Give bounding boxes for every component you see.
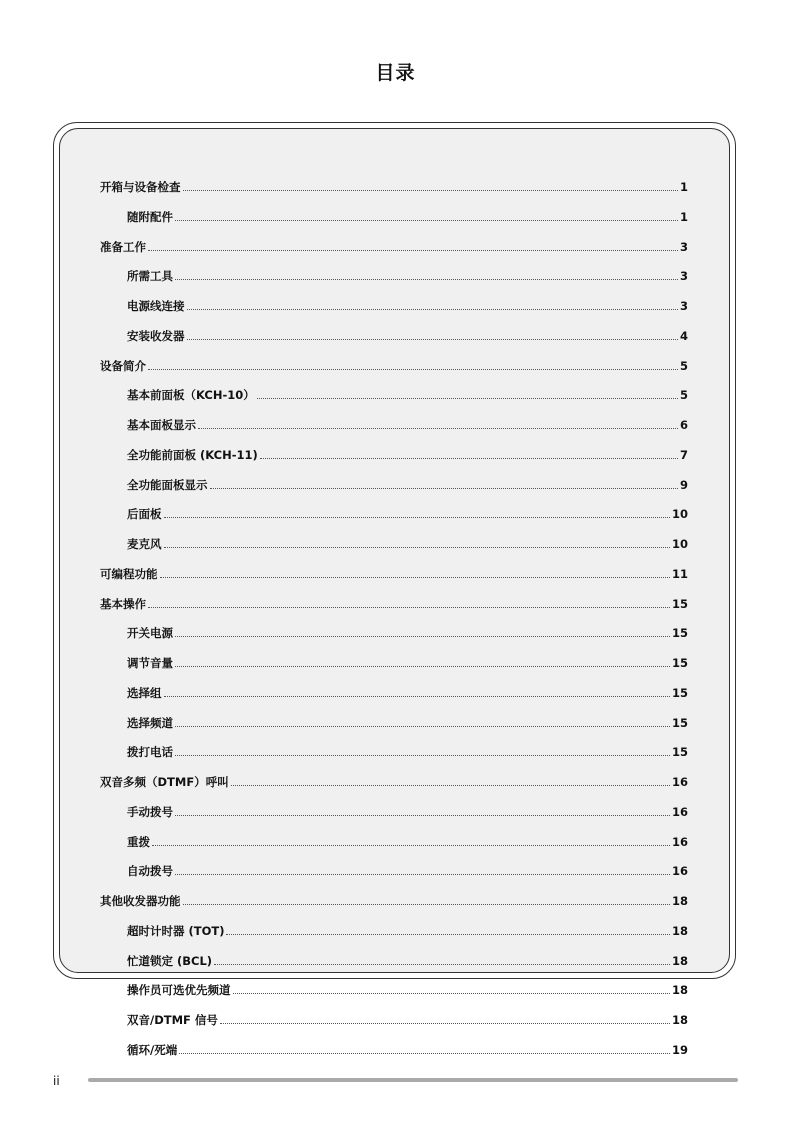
toc-entry-label: 基本操作: [100, 597, 146, 611]
toc-subsection-link[interactable]: [127, 386, 688, 402]
toc-entry-page-number: 15: [671, 686, 688, 700]
dot-leader: [148, 249, 678, 251]
toc-entry-label: 选择组: [127, 686, 162, 700]
toc-subsection-link[interactable]: [127, 297, 688, 313]
toc-entry-page-number: 5: [679, 359, 688, 373]
toc-entry-label: 操作员可选优先频道: [127, 983, 231, 997]
toc-entry-label: 安装收发器: [127, 329, 185, 343]
toc-entry-page-number: 18: [671, 894, 688, 908]
toc-entry-label: 可编程功能: [100, 567, 158, 581]
toc-entry-label: 手动拨号: [127, 805, 173, 819]
dot-leader: [233, 992, 670, 994]
toc-entry-label: 开箱与设备检查: [100, 180, 181, 194]
toc-entry-page-number: 15: [671, 656, 688, 670]
toc-entry-label: 开关电源: [127, 626, 173, 640]
dot-leader: [187, 338, 678, 340]
toc-entry-page-number: 1: [679, 210, 688, 224]
toc-subsection-link[interactable]: [127, 416, 688, 432]
toc-entry-label: 麦克风: [127, 537, 162, 551]
dot-leader: [148, 368, 678, 370]
dot-leader: [164, 516, 670, 518]
toc-section-link[interactable]: [100, 238, 688, 254]
toc-entry-page-number: 1: [679, 180, 688, 194]
toc-entry-label: 后面板: [127, 507, 162, 521]
dot-leader: [260, 457, 678, 459]
dot-leader: [148, 606, 670, 608]
dot-leader: [187, 308, 678, 310]
dot-leader: [175, 635, 670, 637]
toc-entry-page-number: 16: [671, 775, 688, 789]
dot-leader: [175, 725, 670, 727]
toc-subsection-link[interactable]: [127, 862, 688, 878]
toc-subsection-link[interactable]: [127, 803, 688, 819]
toc-entry-label: 重拨: [127, 835, 150, 849]
toc-entry-page-number: 16: [671, 835, 688, 849]
toc-entry-label: 电源线连接: [127, 299, 185, 313]
dot-leader: [160, 576, 670, 578]
toc-entry-label: 基本面板显示: [127, 418, 196, 432]
toc-entry-label: 拨打电话: [127, 745, 173, 759]
toc-subsection-link[interactable]: [127, 505, 688, 521]
toc-subsection-link[interactable]: [127, 267, 688, 283]
toc-entry-label: 双音多频（DTMF）呼叫: [100, 775, 229, 789]
toc-section-link[interactable]: [100, 773, 688, 789]
dot-leader: [164, 546, 670, 548]
toc-subsection-link[interactable]: [127, 922, 688, 938]
dot-leader: [175, 219, 678, 221]
toc-entry-page-number: 18: [671, 1013, 688, 1027]
toc-subsection-link[interactable]: [127, 1041, 688, 1057]
toc-entry-label: 自动拨号: [127, 864, 173, 878]
toc-subsection-link[interactable]: [127, 952, 688, 968]
toc-entry-label: 随附配件: [127, 210, 173, 224]
dot-leader: [152, 844, 670, 846]
toc-entry-page-number: 15: [671, 597, 688, 611]
toc-section-link[interactable]: [100, 595, 688, 611]
dot-leader: [198, 427, 678, 429]
dot-leader: [175, 814, 670, 816]
toc-subsection-link[interactable]: [127, 981, 688, 997]
toc-entry-page-number: 4: [679, 329, 688, 343]
toc-section-link[interactable]: [100, 565, 688, 581]
toc-entry-label: 设备简介: [100, 359, 146, 373]
dot-leader: [164, 695, 670, 697]
toc-subsection-link[interactable]: [127, 327, 688, 343]
toc-entry-page-number: 18: [671, 954, 688, 968]
toc-subsection-link[interactable]: [127, 476, 688, 492]
toc-entry-label: 基本前面板（KCH-10）: [127, 388, 255, 402]
toc-subsection-link[interactable]: [127, 654, 688, 670]
toc-section-link[interactable]: [100, 357, 688, 373]
dot-leader: [257, 397, 678, 399]
toc-entry-label: 忙道锁定 (BCL): [127, 954, 213, 968]
toc-entry-page-number: 10: [671, 507, 688, 521]
toc-section-link[interactable]: [100, 178, 688, 194]
toc-entry-page-number: 15: [671, 626, 688, 640]
dot-leader: [175, 665, 670, 667]
toc-entry-page-number: 18: [671, 924, 688, 938]
toc-entry-label: 超时计时器 (TOT): [127, 924, 225, 938]
dot-leader: [210, 487, 678, 489]
toc-entry-label: 其他收发器功能: [100, 894, 181, 908]
toc-entry-page-number: 10: [671, 537, 688, 551]
toc-entry-label: 双音/DTMF 信号: [127, 1013, 218, 1027]
toc-entry-label: 准备工作: [100, 240, 146, 254]
toc-entry-page-number: 16: [671, 805, 688, 819]
toc-entry-page-number: 6: [679, 418, 688, 432]
toc-entry-label: 选择频道: [127, 716, 173, 730]
toc-entry-label: 循环/死端: [127, 1043, 178, 1057]
dot-leader: [175, 754, 670, 756]
footer-rule: [88, 1078, 738, 1082]
footer-page-number: ii: [53, 1074, 60, 1088]
toc-entry-label: 全功能面板显示: [127, 478, 208, 492]
toc-subsection-link[interactable]: [127, 208, 688, 224]
toc-entry-page-number: 3: [679, 299, 688, 313]
dot-leader: [220, 1022, 670, 1024]
dot-leader: [226, 933, 670, 935]
toc-entry-page-number: 19: [671, 1043, 688, 1057]
toc-entry-page-number: 16: [671, 864, 688, 878]
dot-leader: [175, 278, 678, 280]
toc-subsection-link[interactable]: [127, 535, 688, 551]
toc-section-link[interactable]: [100, 892, 688, 908]
toc-entry-label: 全功能前面板 (KCH-11): [127, 448, 258, 462]
toc-subsection-link[interactable]: [127, 1011, 688, 1027]
toc-entry-page-number: 15: [671, 716, 688, 730]
toc-subsection-link[interactable]: [127, 714, 688, 730]
dot-leader: [179, 1052, 670, 1054]
toc-entry-page-number: 3: [679, 269, 688, 283]
dot-leader: [175, 873, 670, 875]
toc-subsection-link[interactable]: [127, 743, 688, 759]
toc-entry-page-number: 9: [679, 478, 688, 492]
toc-entry-page-number: 5: [679, 388, 688, 402]
dot-leader: [231, 784, 670, 786]
toc-entry-label: 所需工具: [127, 269, 173, 283]
page-title: 目录: [375, 62, 416, 84]
dot-leader: [183, 189, 678, 191]
dot-leader: [183, 903, 670, 905]
dot-leader: [214, 963, 670, 965]
toc-entry-label: 调节音量: [127, 656, 173, 670]
toc-entry-page-number: 3: [679, 240, 688, 254]
toc-entry-page-number: 7: [679, 448, 688, 462]
toc-subsection-link[interactable]: [127, 446, 688, 462]
toc-entry-page-number: 18: [671, 983, 688, 997]
toc-entry-page-number: 15: [671, 745, 688, 759]
toc-subsection-link[interactable]: [127, 624, 688, 640]
toc-subsection-link[interactable]: [127, 833, 688, 849]
toc-subsection-link[interactable]: [127, 684, 688, 700]
toc-entry-page-number: 11: [671, 567, 688, 581]
